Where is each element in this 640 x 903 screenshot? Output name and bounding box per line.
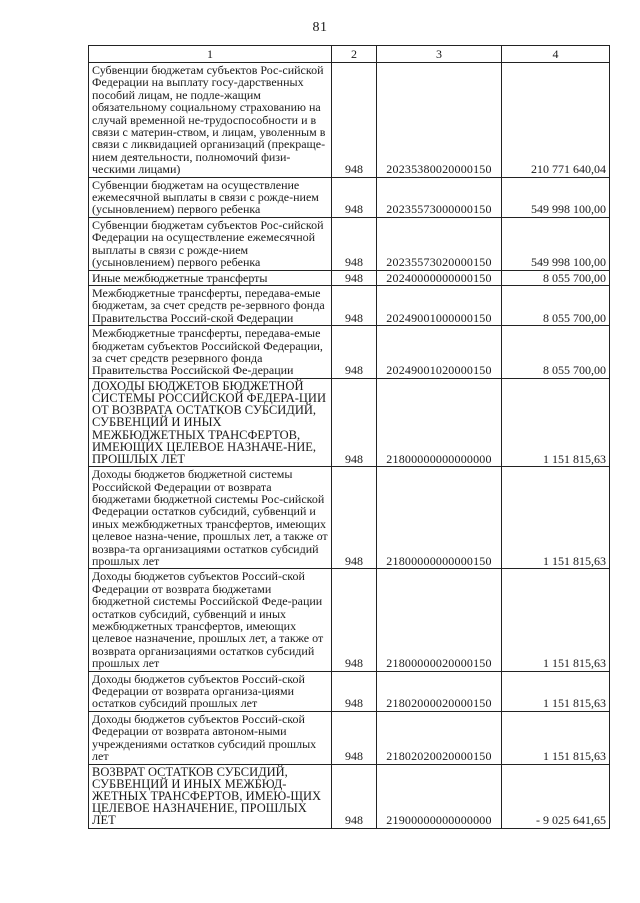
row-name: ВОЗВРАТ ОСТАТКОВ СУБСИДИЙ, СУБВЕНЦИЙ И ИНЫХ МЕЖБЮД-ЖЕТНЫХ ТРАНСФЕРТОВ, ИМЕЮ-ЩИХ ЦЕЛЕВОЕ НАЗНАЧЕНИЕ, ПРОШЛЫХ ЛЕТ	[89, 764, 332, 828]
table-row	[89, 671, 610, 711]
row-admin-code: 948	[332, 285, 377, 325]
row-amount: 210 771 640,04	[502, 63, 610, 178]
row-admin-code: 948	[332, 177, 377, 217]
row-amount: - 9 025 641,65	[502, 764, 610, 828]
row-budget-code: 21900000000000000	[377, 764, 502, 828]
table-row	[89, 569, 610, 671]
row-admin-code: 948	[332, 270, 377, 285]
table-row	[89, 467, 610, 569]
table-row	[89, 177, 610, 217]
row-admin-code: 948	[332, 671, 377, 711]
table-row	[89, 764, 610, 828]
row-budget-code: 20240000000000150	[377, 270, 502, 285]
row-budget-code: 21802000020000150	[377, 671, 502, 711]
row-budget-code: 21800000020000150	[377, 569, 502, 671]
row-admin-code: 948	[332, 217, 377, 270]
row-admin-code: 948	[332, 711, 377, 764]
row-budget-code: 20249001000000150	[377, 285, 502, 325]
row-name: Межбюджетные трансферты, передава-емые бюджетам, за счет средств ре-зервного фонда Правительства Россий-ской Федерации	[89, 285, 332, 325]
table-header-row	[89, 46, 610, 63]
table-row	[89, 285, 610, 325]
row-amount: 1 151 815,63	[502, 378, 610, 466]
row-name: ДОХОДЫ БЮДЖЕТОВ БЮДЖЕТНОЙ СИСТЕМЫ РОССИЙСКОЙ ФЕДЕРА-ЦИИ ОТ ВОЗВРАТА ОСТАТКОВ СУБСИДИЙ, СУБВЕНЦИЙ И ИНЫХ МЕЖБЮДЖЕТНЫХ ТРАНСФЕРТОВ, ИМЕЮЩИХ ЦЕЛЕВОЕ НАЗНАЧЕ-НИЕ, ПРОШЛЫХ ЛЕТ	[89, 378, 332, 466]
row-name: Иные межбюджетные трансферты	[89, 270, 332, 285]
row-name: Доходы бюджетов субъектов Россий-ской Федерации от возврата организа-циями остатков субсидий прошлых лет	[89, 671, 332, 711]
row-amount: 549 998 100,00	[502, 217, 610, 270]
row-admin-code: 948	[332, 569, 377, 671]
row-admin-code: 948	[332, 378, 377, 466]
column-header-code: 3	[377, 46, 502, 63]
table-row	[89, 378, 610, 466]
row-amount: 8 055 700,00	[502, 270, 610, 285]
row-budget-code: 21800000000000150	[377, 467, 502, 569]
row-admin-code: 948	[332, 467, 377, 569]
row-budget-code: 20235380020000150	[377, 63, 502, 178]
table-body	[89, 63, 610, 829]
column-header-amount: 4	[502, 46, 610, 63]
row-admin-code: 948	[332, 764, 377, 828]
row-budget-code: 20249001020000150	[377, 326, 502, 379]
row-amount: 549 998 100,00	[502, 177, 610, 217]
column-header-name: 1	[89, 46, 332, 63]
row-name: Доходы бюджетов бюджетной системы Российской Федерации от возврата бюджетами бюджетной системы Рос-сийской Федерации остатков субсидий, субвенций и иных межбюджетных трансфертов, имеющих целевое назна-чение, прошлых лет, а также от возвра-та организациями остатков субсидий прошлых лет	[89, 467, 332, 569]
row-amount: 1 151 815,63	[502, 569, 610, 671]
row-budget-code: 21802020020000150	[377, 711, 502, 764]
row-admin-code: 948	[332, 63, 377, 178]
budget-revenue-table	[88, 45, 610, 829]
row-budget-code: 20235573000000150	[377, 177, 502, 217]
row-name: Субвенции бюджетам субъектов Рос-сийской Федерации на выплату госу-дарственных пособий лицам, не подле-жащим обязательному социальному страхованию на случай временной не-трудоспособности и в связи с материн-ством, и лицам, уволенным в связи с ликвидацией организаций (прекраще-нием деятельности, полномочий физи-ческими лицами)	[89, 63, 332, 178]
row-admin-code: 948	[332, 326, 377, 379]
row-amount: 1 151 815,63	[502, 467, 610, 569]
row-budget-code: 21800000000000000	[377, 378, 502, 466]
row-name: Доходы бюджетов субъектов Россий-ской Федерации от возврата бюджетами бюджетной системы Российской Феде-рации остатков субсидий, субвенций и иных межбюджетных трансфертов, имеющих целевое назначение, прошлых лет, а также от возврата организациями остатков субсидий прошлых лет	[89, 569, 332, 671]
page-number: 81	[312, 20, 328, 35]
row-budget-code: 20235573020000150	[377, 217, 502, 270]
row-amount: 8 055 700,00	[502, 326, 610, 379]
column-header-admin: 2	[332, 46, 377, 63]
row-name: Субвенции бюджетам субъектов Рос-сийской Федерации на осуществление ежемесячной выплаты в связи с рожде-нием (усыновлением) первого ребенка	[89, 217, 332, 270]
table-row	[89, 711, 610, 764]
row-name: Субвенции бюджетам на осуществление ежемесячной выплаты в связи с рожде-нием (усыновлением) первого ребенка	[89, 177, 332, 217]
table-row	[89, 326, 610, 379]
row-amount: 1 151 815,63	[502, 671, 610, 711]
row-name: Межбюджетные трансферты, передава-емые бюджетам субъектов Российской Федерации, за счет средств резервного фонда Правительства Российской Фе-дерации	[89, 326, 332, 379]
row-amount: 1 151 815,63	[502, 711, 610, 764]
row-amount: 8 055 700,00	[502, 285, 610, 325]
table-row	[89, 63, 610, 178]
table-row	[89, 270, 610, 285]
row-name: Доходы бюджетов субъектов Россий-ской Федерации от возврата автоном-ными учреждениями остатков субсидий прошлых лет	[89, 711, 332, 764]
table-row	[89, 217, 610, 270]
